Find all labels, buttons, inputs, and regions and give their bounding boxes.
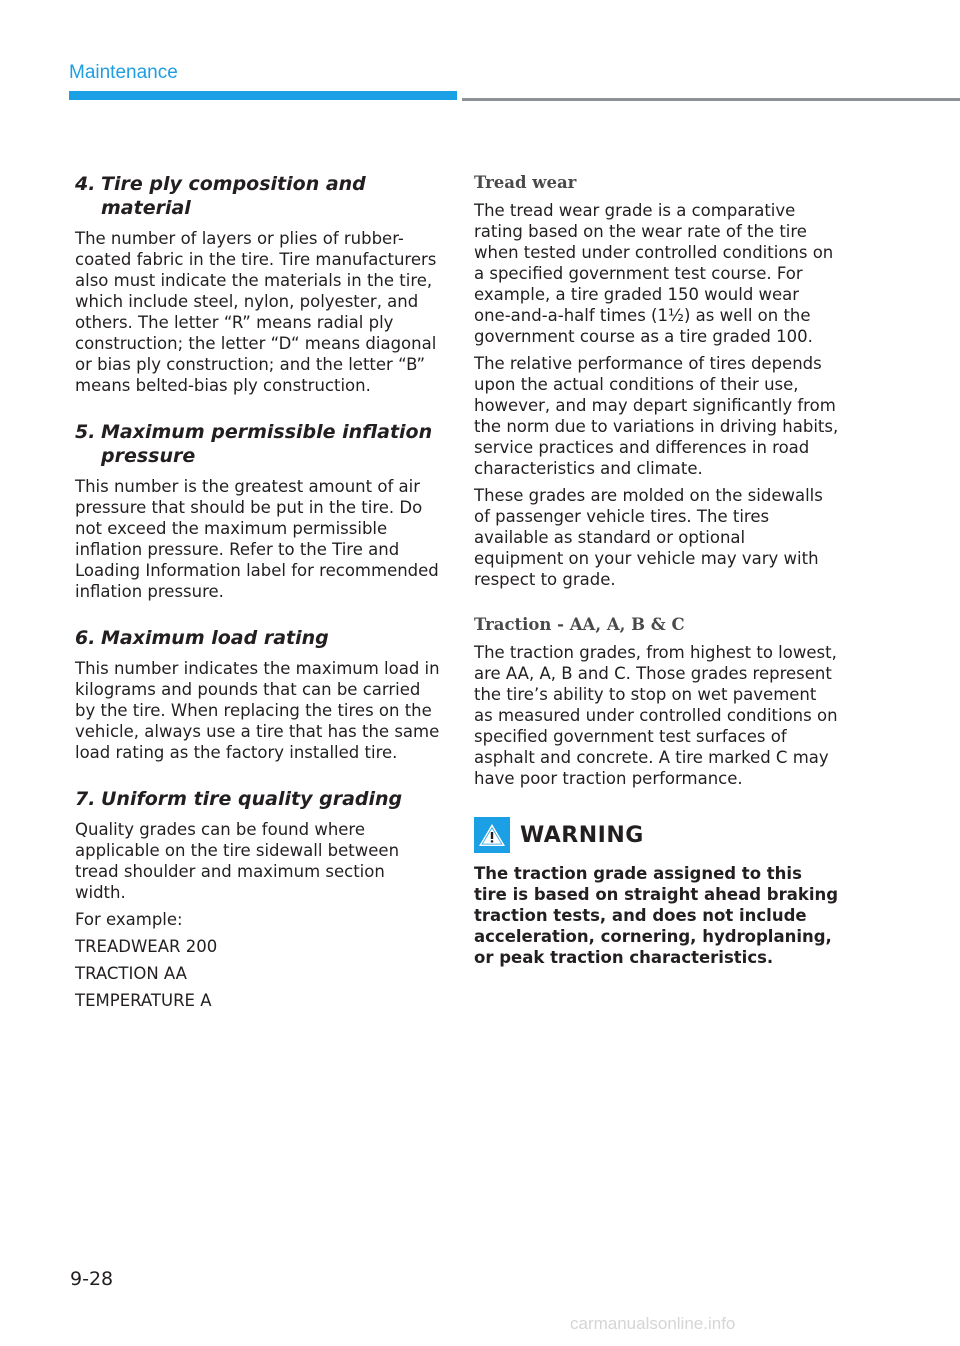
section-utqg xyxy=(75,787,440,1011)
warning-box xyxy=(474,817,839,968)
section-ply-composition xyxy=(75,172,440,396)
section-title: Maximum permissible inflation pressure xyxy=(101,421,433,467)
paragraph: The traction grades, from highest to lowest, are AA, A, B and C. Those grades represent the tire’s ability to stop on wet pavement as measured under controlled conditions on specified government test surfaces of asphalt and concrete. A tire marked C may have poor traction performance. xyxy=(474,643,838,788)
section-max-inflation xyxy=(75,420,440,602)
section-title: Maximum load rating xyxy=(101,627,329,649)
watermark: carmanualsonline.info xyxy=(570,1314,736,1333)
section-max-load xyxy=(75,626,440,763)
paragraph: The tread wear grade is a comparative rating based on the wear rate of the tire when tested under controlled conditions on a specified government test course. For example, a tire graded 150 would wear one-and-a-half times (1½) as well on the government course as a tire graded 100. xyxy=(474,201,834,346)
page-number: 9-28 xyxy=(70,1268,114,1290)
section-title: Tire ply composition and material xyxy=(101,173,366,219)
warning-icon xyxy=(474,817,510,853)
paragraph: This number is the greatest amount of air pressure that should be put in the tire. Do not exceed the maximum permissible inflation pressure. Refer to the Tire and Loading Information label for recommended inflation pressure. xyxy=(75,477,439,601)
paragraph: This number indicates the maximum load in kilograms and pounds that can be carried by the tire. When replacing the tires on the vehicle, always use a tire that has the same load rating as the factory installed tire. xyxy=(75,659,440,762)
section-heading xyxy=(75,787,440,811)
warning-text: The traction grade assigned to this tire is based on straight ahead braking traction tests, and does not include acceleration, cornering, hydroplaning, or peak traction characteristics. xyxy=(474,864,839,967)
warning-header xyxy=(474,817,839,853)
section-heading xyxy=(75,626,440,650)
section-header: Maintenance xyxy=(69,62,178,83)
subsection-title: Traction - AA, A, B & C xyxy=(474,615,685,634)
section-heading xyxy=(75,172,440,220)
right-column xyxy=(474,172,839,968)
section-tread-wear xyxy=(474,172,839,590)
header-rule-blue xyxy=(69,91,457,100)
section-number: 4. xyxy=(75,173,96,195)
example-treadwear: TREADWEAR 200 xyxy=(75,937,218,956)
section-number: 7. xyxy=(75,788,96,810)
header-rule-gray xyxy=(462,98,960,101)
paragraph: These grades are molded on the sidewalls of passenger vehicle tires. The tires available as standard or optional equipment on your vehicle may vary with respect to grade. xyxy=(474,486,823,589)
left-column xyxy=(75,172,440,1035)
section-number: 6. xyxy=(75,627,96,649)
example-temperature: TEMPERATURE A xyxy=(75,991,212,1010)
section-heading xyxy=(75,420,440,468)
section-number: 5. xyxy=(75,421,96,443)
section-title: Uniform tire quality grading xyxy=(101,788,403,810)
warning-label: WARNING xyxy=(520,822,644,848)
paragraph: The relative performance of tires depends upon the actual conditions of their use, however, and may depart significantly from the norm due to variations in driving habits, service practices and differences in road characteristics and climate. xyxy=(474,354,839,478)
subsection-title: Tread wear xyxy=(474,173,577,192)
section-traction xyxy=(474,614,839,789)
paragraph: Quality grades can be found where applicable on the tire sidewall between tread shoulder and maximum section width. xyxy=(75,820,400,902)
paragraph: The number of layers or plies of rubber-coated fabric in the tire. Tire manufacturers also must indicate the materials in the tire, which include steel, nylon, polyester, and others. The letter “R” means radial ply construction; the letter “D“ means diagonal or bias ply construction; and the letter “B” means belted-bias ply construction. xyxy=(75,229,437,395)
example-intro: For example: xyxy=(75,910,183,929)
example-traction: TRACTION AA xyxy=(75,964,187,983)
